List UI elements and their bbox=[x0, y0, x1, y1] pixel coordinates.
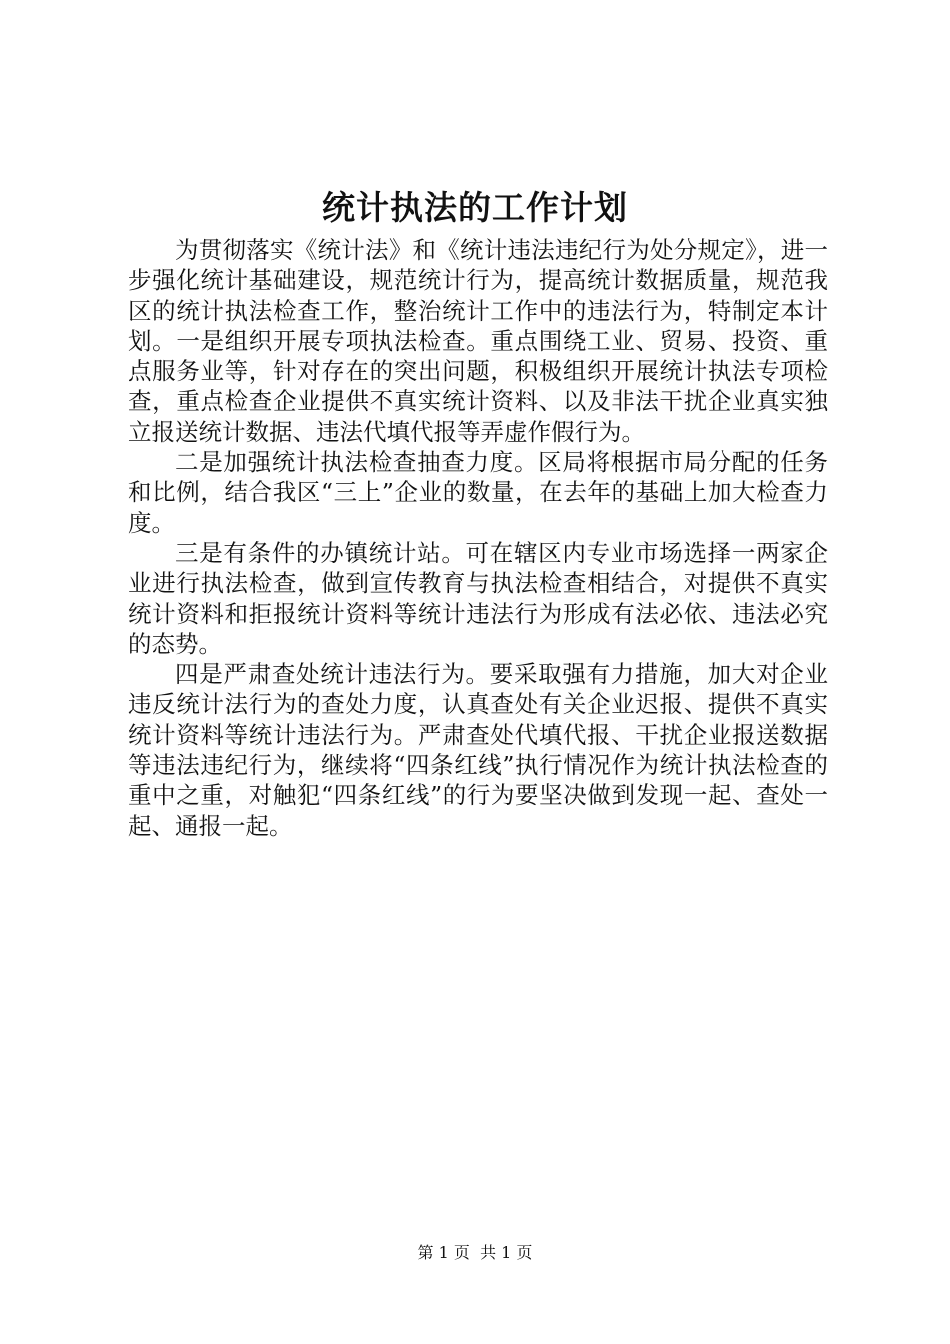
page-title: 统计执法的工作计划 bbox=[322, 188, 628, 227]
paragraph-3: 三是有条件的办镇统计站。可在辖区内专业市场选择一两家企业进行执法检查，做到宣传教育与执法检查相结合，对提供不真实统计资料和拒报统计资料等统计违法行为形成有法必依、违法必究的态势。 bbox=[128, 538, 828, 658]
paragraph-1: 为贯彻落实《统计法》和《统计违法违纪行为处分规定》，进一步强化统计基础建设，规范统计行为，提高统计数据质量，规范我区的统计执法检查工作，整治统计工作中的违法行为，特制定本计划。一是组织开展专项执法检查。重点围绕工业、贸易、投资、重点服务业等，针对存在的突出问题，积极组织开展统计执法专项检查，重点检查企业提供不真实统计资料、以及非法干扰企业真实独立报送统计数据、违法代填代报等弄虚作假行为。 bbox=[128, 236, 828, 446]
paragraph-2: 二是加强统计执法检查抽查力度。区局将根据市局分配的任务和比例，结合我区“三上”企业的数量，在去年的基础上加大检查力度。 bbox=[128, 448, 828, 537]
document-body bbox=[128, 235, 828, 841]
paragraph-4: 四是严肃查处统计违法行为。要采取强有力措施，加大对企业违反统计法行为的查处力度，认真查处有关企业迟报、提供不真实统计资料等统计违法行为。严肃查处代填代报、干扰企业报送数据等违法违纪行为，继续将“四条红线”执行情况作为统计执法检查的重中之重，对触犯“四条红线”的行为要坚决做到发现一起、查处一起、通报一起。 bbox=[128, 660, 828, 840]
page-footer: 第 1 页 共 1 页 bbox=[417, 1243, 533, 1262]
